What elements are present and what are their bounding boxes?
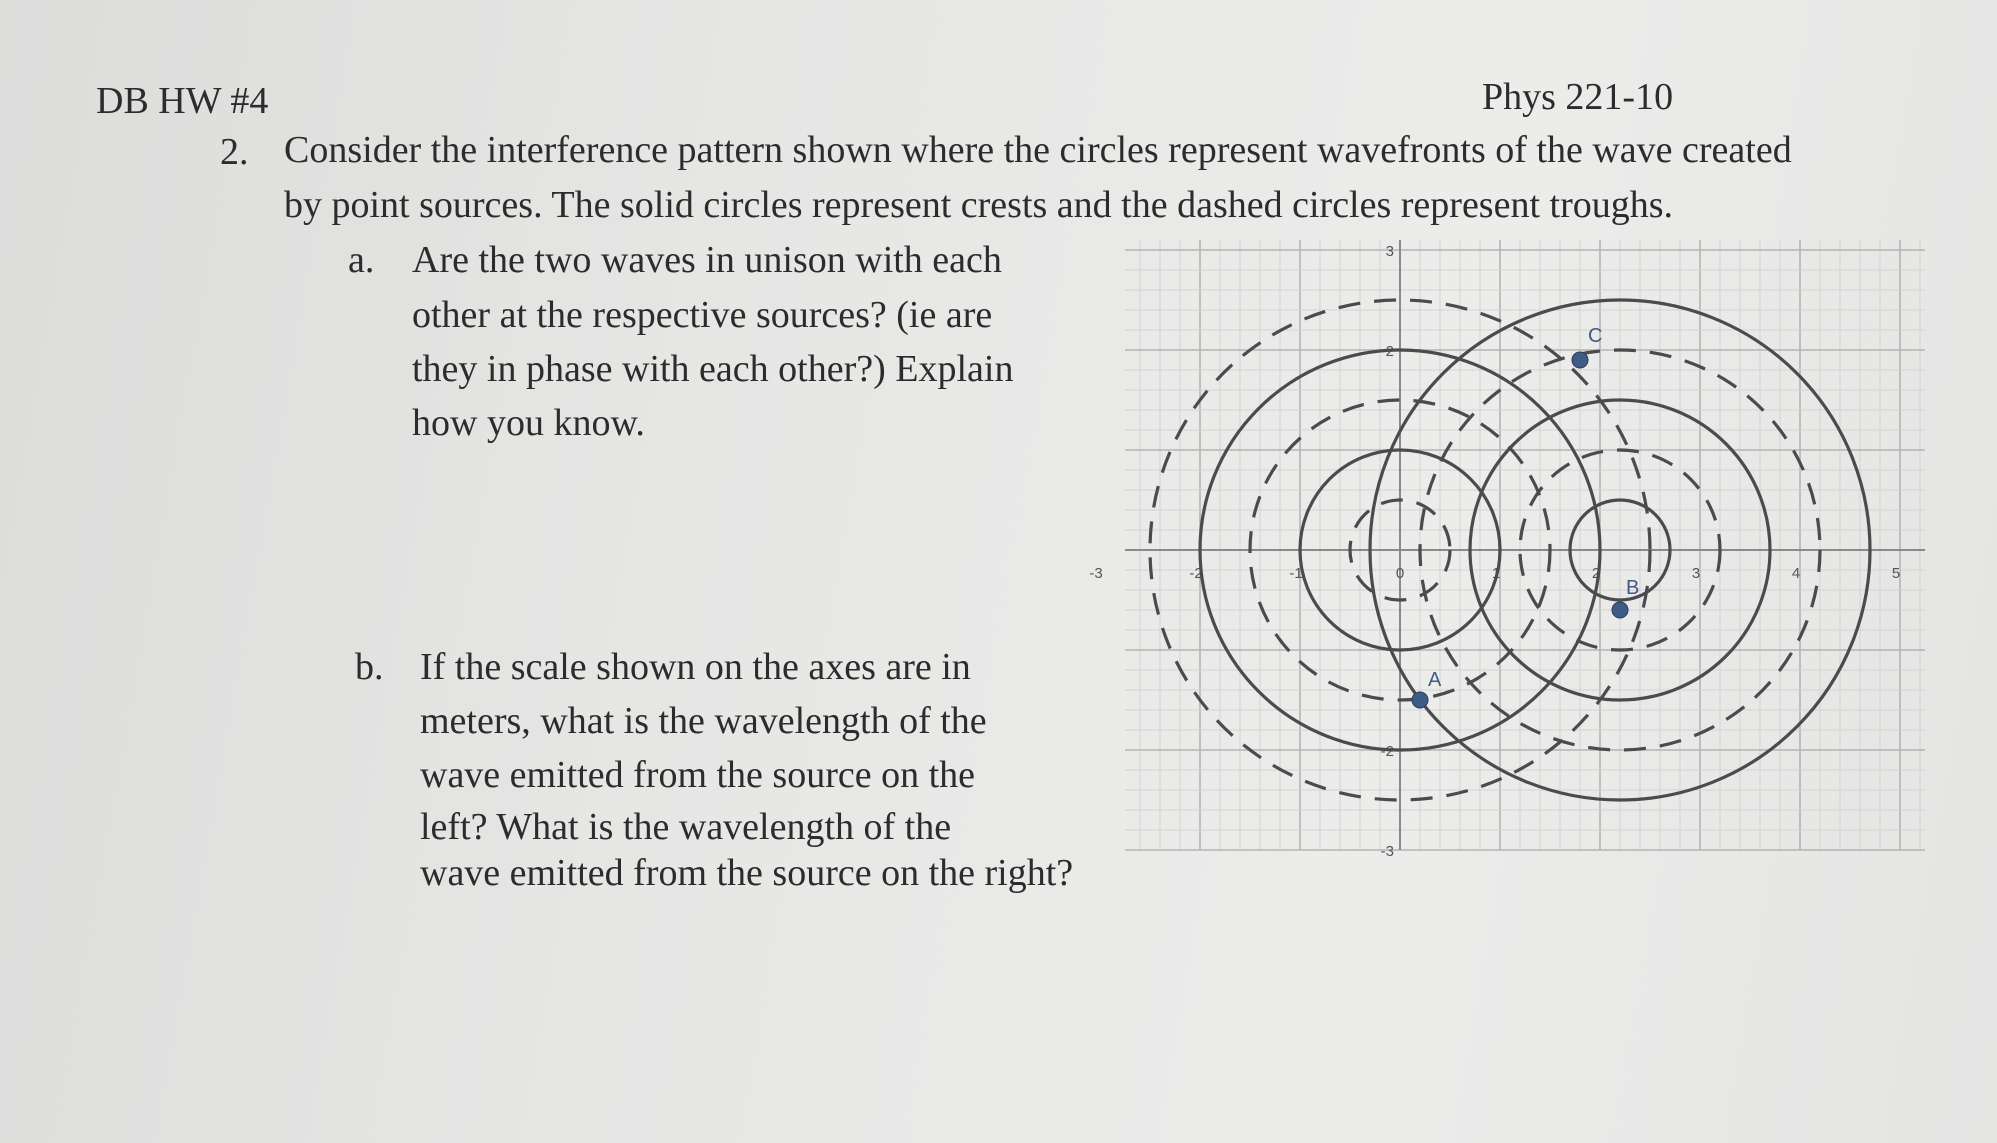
x-tick-label: 0 bbox=[1395, 565, 1405, 582]
part-a-marker: a. bbox=[348, 239, 375, 281]
question-text-line: by point sources. The solid circles represent crests and the dashed circles represent troughs. bbox=[284, 184, 1674, 226]
point-a-marker bbox=[1412, 692, 1428, 708]
point-c-label: C bbox=[1588, 325, 1603, 347]
part-b-text-line: left? What is the wavelength of the bbox=[420, 806, 952, 848]
x-tick-label: -1 bbox=[1289, 565, 1303, 582]
part-b-text-line: wave emitted from the source on the bbox=[420, 754, 976, 796]
course-code: Phys 221-10 bbox=[1482, 76, 1674, 118]
coordinate-axes bbox=[1125, 240, 1925, 850]
x-tick-label: -3 bbox=[1089, 565, 1103, 582]
part-a-text-line: Are the two waves in unison with each bbox=[412, 239, 1002, 281]
x-tick-label: 1 bbox=[1491, 565, 1501, 582]
y-tick-label: 2 bbox=[1385, 343, 1394, 360]
part-a-text-line: how you know. bbox=[412, 402, 645, 444]
y-tick-label: -2 bbox=[1380, 743, 1394, 760]
question-text-line: Consider the interference pattern shown where the circles represent wavefronts of the wave created bbox=[284, 129, 1792, 171]
point-a-label: A bbox=[1428, 669, 1442, 691]
point-b-label: B bbox=[1626, 577, 1640, 599]
part-a-text-line: they in phase with each other?) Explain bbox=[412, 348, 1014, 390]
point-c-marker bbox=[1572, 352, 1588, 368]
part-a-text-line: other at the respective sources? (ie are bbox=[412, 294, 993, 336]
y-tick-label: 3 bbox=[1385, 243, 1394, 260]
assignment-title: DB HW #4 bbox=[96, 80, 269, 122]
x-tick-label: 3 bbox=[1691, 565, 1701, 582]
point-b-marker bbox=[1612, 602, 1628, 618]
x-tick-label: 2 bbox=[1591, 565, 1601, 582]
x-tick-label: 4 bbox=[1791, 565, 1801, 582]
x-tick-label: -2 bbox=[1189, 565, 1203, 582]
part-b-text-line: meters, what is the wavelength of the bbox=[420, 700, 987, 742]
part-b-text-line: wave emitted from the source on the right? bbox=[420, 852, 1074, 894]
part-b-marker: b. bbox=[355, 646, 384, 688]
interference-figure bbox=[1089, 220, 1930, 860]
question-number: 2. bbox=[220, 131, 249, 173]
part-b-text-line: If the scale shown on the axes are in bbox=[420, 646, 971, 688]
y-tick-label: -3 bbox=[1380, 843, 1394, 860]
coordinate-grid bbox=[1125, 240, 1925, 850]
x-tick-label: 5 bbox=[1891, 565, 1901, 582]
